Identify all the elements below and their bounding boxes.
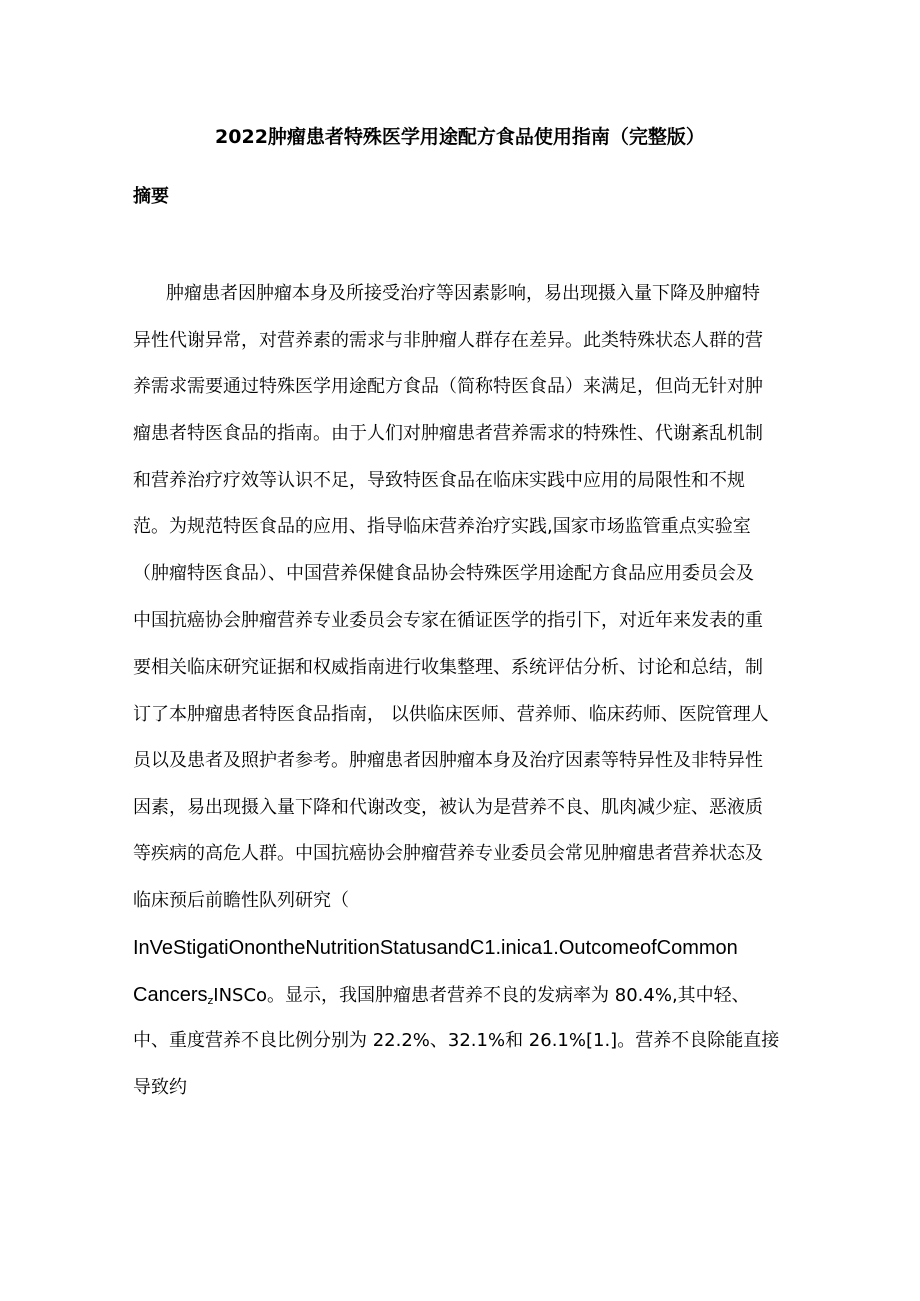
- paragraph-line: InVeStigatiOnontheNutritionStatusandC1.inica1.OutcomeofCommon: [133, 937, 738, 959]
- subscript-text: z: [207, 994, 214, 1007]
- inline-text: INSCo。显示，我国肿瘤患者营养不良的发病率为 80.4%,其中轻、: [213, 985, 750, 1006]
- paragraph-line: 养需求需要通过特殊医学用途配方食品（简称特医食品）来满足，但尚无针对肿: [133, 376, 763, 397]
- paragraph-line: 中国抗癌协会肿瘤营养专业委员会专家在循证医学的指引下，对近年来发表的重: [133, 610, 763, 631]
- paragraph-line: 肿瘤患者因肿瘤本身及所接受治疗等因素影响，易出现摄入量下降及肿瘤特: [166, 283, 760, 304]
- paragraph-line: 和营养治疗疗效等认识不足，导致特医食品在临床实践中应用的局限性和不规: [133, 470, 745, 491]
- paragraph-line: 订了本肿瘤患者特医食品指南， 以供临床医师、营养师、临床药师、医院管理人: [133, 704, 769, 725]
- section-heading-abstract: 摘要: [133, 186, 169, 207]
- paragraph-line: 临床预后前瞻性队列研究（: [133, 890, 349, 911]
- paragraph-line: 等疾病的高危人群。中国抗癌协会肿瘤营养专业委员会常见肿瘤患者营养状态及: [133, 843, 763, 864]
- paragraph-line: 员以及患者及照护者参考。肿瘤患者因肿瘤本身及治疗因素等特异性及非特异性: [133, 750, 763, 771]
- paragraph-line: 瘤患者特医食品的指南。由于人们对肿瘤患者营养需求的特殊性、代谢紊乱机制: [133, 423, 763, 444]
- paragraph-line: 因素，易出现摄入量下降和代谢改变，被认为是营养不良、肌肉减少症、恶液质: [133, 797, 763, 818]
- paragraph-line: [133, 982, 787, 1014]
- paragraph-line: 范。为规范特医食品的应用、指导临床营养治疗实践,国家市场监管重点实验室: [133, 516, 751, 537]
- paragraph-line: 中、重度营养不良比例分别为 22.2%、32.1%和 26.1%[1.]。营养不良除能直接: [133, 1030, 780, 1051]
- paragraph-line: 导致约: [133, 1077, 187, 1098]
- paragraph-line: 异性代谢异常，对营养素的需求与非肿瘤人群存在差异。此类特殊状态人群的营: [133, 330, 763, 351]
- document-title: 2022肿瘤患者特殊医学用途配方食品使用指南（完整版）: [215, 126, 705, 148]
- inline-text: Cancers: [133, 984, 208, 1006]
- paragraph-line: 要相关临床研究证据和权威指南进行收集整理、系统评估分析、讨论和总结，制: [133, 657, 763, 678]
- paragraph-line: （肿瘤特医食品）、中国营养保健食品协会特殊医学用途配方食品应用委员会及: [133, 563, 754, 584]
